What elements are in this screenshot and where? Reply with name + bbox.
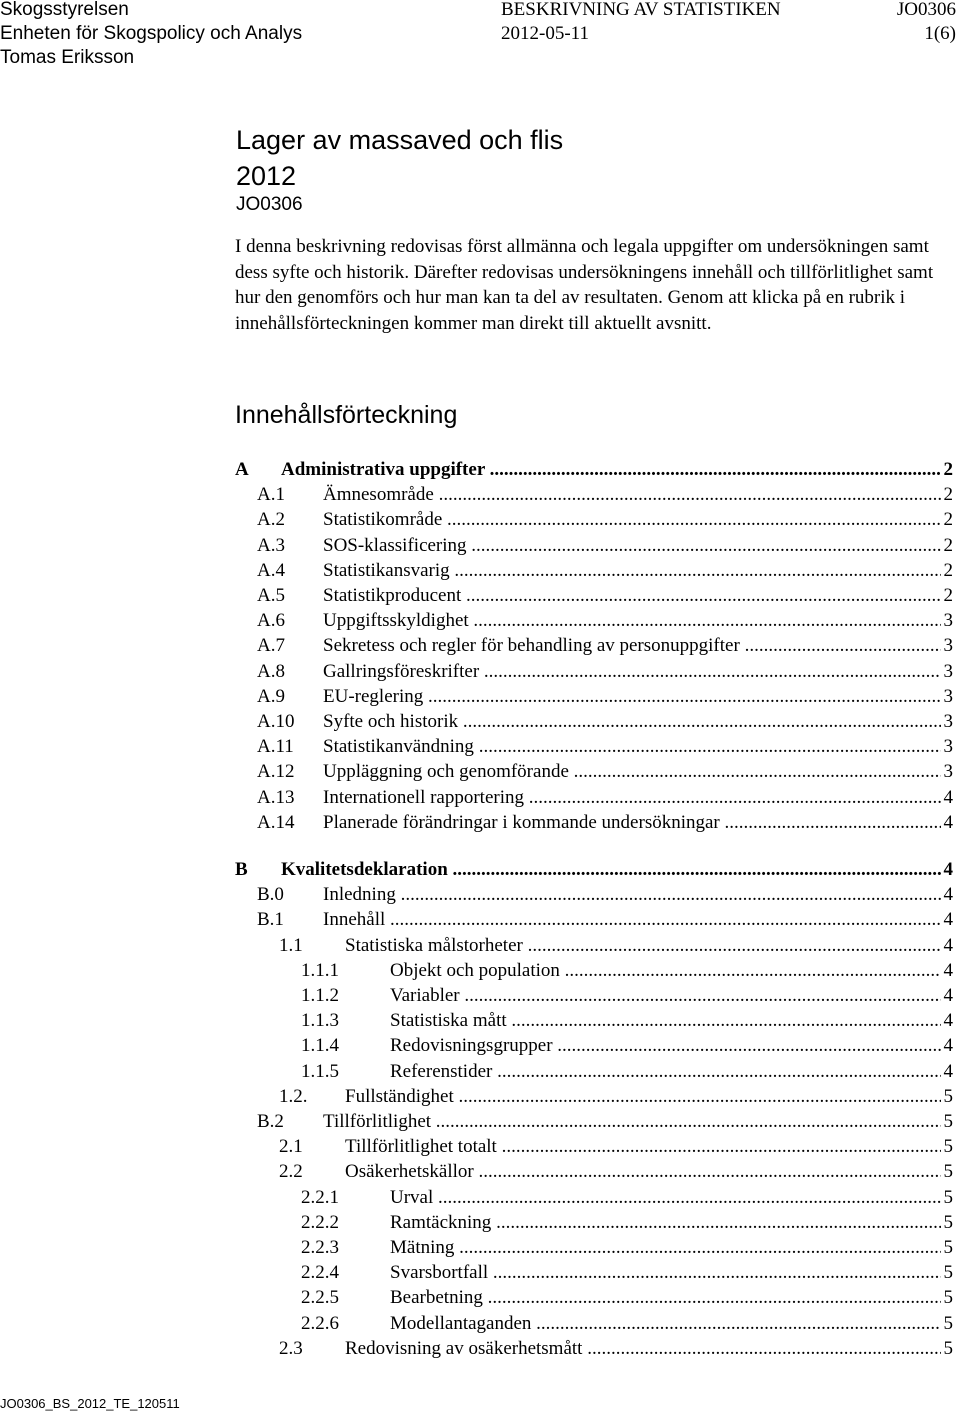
intro-paragraph: I denna beskrivning redovisas först allmänna och legala uppgifter om undersökningen samt dess syfte och historik. Därefter redovisas undersökningens innehåll och tillförlitlighet samt hur den genomförs och hur man kan ta del av resultaten. Genom att klicka på en rubrik i innehållsförteckningen kommer man direkt till aktuellt avsnitt. [235,236,934,335]
toc-entry-title: Variabler ..... [390,983,941,1008]
toc-entry[interactable] [235,533,953,558]
toc-entry[interactable] [235,709,953,734]
toc-entry-number: B.2 [257,1111,284,1132]
toc-entry-page: 2 [943,484,953,506]
header-doc-code: JO0306 [896,0,956,20]
toc-entry[interactable] [235,558,953,583]
toc-entry-title: Mätning ..... [390,1235,941,1260]
toc-entry-page: 2 [943,509,953,531]
toc-entry-title: Ämnesområde ..... [323,482,941,507]
toc-entry-number: A.6 [257,610,285,632]
toc-entry-page: 5 [943,1237,953,1258]
header-page: 1(6) [924,23,956,44]
toc-entry-page: 3 [943,610,953,632]
toc-entry-page: 4 [943,1035,953,1057]
toc-entry-number: 1.1.1 [301,959,339,981]
toc-entry-number: A.3 [257,534,285,556]
toc-entry-number: 2.3 [279,1337,303,1359]
toc-entry-title: Internationell rapportering ..... [323,785,941,810]
toc-entry-page: 3 [943,635,953,657]
toc-entry-number: A.13 [257,786,295,808]
toc-entry[interactable] [235,907,953,932]
toc-entry-page: 4 [943,786,953,808]
toc-entry[interactable] [235,1260,953,1285]
toc-entry-title: Modellantaganden ..... [390,1311,941,1336]
toc-entry-page: 4 [943,859,953,880]
toc-entry-title: Statistikområde ..... [323,507,941,532]
toc-entry[interactable] [235,759,953,784]
document-code: JO0306 [236,194,303,215]
toc-entry-title: Tillförlitlighet ..... [323,1109,941,1134]
toc-entry-number: A.11 [257,736,294,758]
toc-entry[interactable] [235,1210,953,1235]
title-line-2: 2012 [236,161,297,191]
toc-entry[interactable] [235,1059,953,1084]
header-middle [501,0,781,46]
toc-entry[interactable] [235,457,953,482]
toc-entry-page: 5 [943,1211,953,1233]
toc-entry-title: Sekretess och regler för behandling av personuppgifter ..... [323,633,941,658]
toc-entry-number: A.4 [257,559,285,581]
toc-entry-page: 5 [943,1136,953,1158]
toc-entry-page: 5 [943,1186,953,1208]
toc-entry-number: A.5 [257,585,285,606]
toc-entry[interactable] [235,1285,953,1310]
toc-entry-number: 2.2.2 [301,1211,339,1233]
toc-entry[interactable] [235,983,953,1008]
toc-entry[interactable] [235,1235,953,1260]
toc-entry-title: Objekt och population ..... [390,958,941,983]
document-title [236,122,563,194]
toc-entry-number: 2.2 [279,1161,303,1183]
header-unit: Enheten för Skogspolicy och Analys [0,23,303,44]
header-date: 2012-05-11 [501,23,589,44]
toc-entry-title: Ramtäckning ..... [390,1210,941,1235]
toc-heading: Innehållsförteckning [235,401,458,429]
toc-entry-page: 4 [943,1010,953,1032]
header-org: Skogsstyrelsen [0,0,129,20]
toc-entry-number: 1.1.4 [301,1035,339,1057]
toc-entry-number: 2.2.5 [301,1287,339,1309]
toc-entry-number: 1.2. [279,1085,308,1107]
toc-entry-number: B [235,859,248,880]
toc-entry[interactable] [235,1336,953,1361]
toc-entry-title: Svarsbortfall ..... [390,1260,941,1285]
toc-entry-page: 4 [943,884,953,906]
toc-entry-title: Redovisning av osäkerhetsmått ..... [345,1336,941,1361]
toc-entry-page: 4 [943,985,953,1006]
toc-entry-title: Kvalitetsdeklaration ..... [281,857,941,882]
toc-entry-title: Urval ..... [390,1185,941,1210]
toc-entry-number: 2.2.4 [301,1262,339,1284]
toc-entry-number: A.10 [257,711,295,732]
toc-entry-page: 3 [943,736,953,758]
toc-entry-number: 1.1.5 [301,1060,339,1082]
toc-entry-page: 2 [943,459,953,480]
toc-entry-number: A.7 [257,635,285,657]
toc-entry-page: 5 [943,1287,953,1309]
toc-entry-title: Syfte och historik ..... [323,709,941,734]
toc-entry[interactable] [235,1185,953,1210]
toc-entry-title: EU-reglering ..... [323,684,941,709]
toc-entry-page: 3 [943,685,953,707]
toc-entry-title: SOS-klassificering ..... [323,533,941,558]
toc-entry[interactable] [235,1084,953,1109]
toc-entry-number: 2.1 [279,1136,303,1158]
toc-entry-title: Uppgiftsskyldighet ..... [323,608,941,633]
toc-entry-title: Redovisningsgrupper ..... [390,1033,941,1058]
toc-entry-number: 2.2.6 [301,1312,339,1334]
toc-entry-title: Referenstider ..... [390,1059,941,1084]
toc-entry-title: Statistikproducent ..... [323,583,941,608]
toc-entry-number: A.12 [257,761,295,783]
toc-entry-number: A.1 [257,484,285,506]
toc-entry-page: 4 [943,959,953,981]
toc-entry-number: B.0 [257,884,284,906]
toc-entry-page: 4 [943,811,953,833]
toc-entry[interactable] [235,1033,953,1058]
toc-entry-title: Statistikansvarig ..... [323,558,941,583]
toc-entry-number: A.8 [257,660,285,682]
toc-entry-number: B.1 [257,909,284,931]
toc-entry-number: 2.2.1 [301,1186,339,1208]
toc-entry[interactable] [235,1134,953,1159]
toc-entry[interactable] [235,507,953,532]
toc-entry[interactable] [235,1008,953,1033]
toc-entry-number: A [235,459,249,480]
toc-entry-page: 2 [943,534,953,556]
toc-entry-title: Innehåll ..... [323,907,941,932]
toc-entry-title: Gallringsföreskrifter ..... [323,659,941,684]
toc-entry-number: A.9 [257,685,285,707]
toc-entry-page: 5 [943,1161,953,1183]
toc-entry[interactable] [235,857,953,882]
toc-entry[interactable] [235,882,953,907]
toc-entry-title: Bearbetning ..... [390,1285,941,1310]
toc-entry[interactable] [235,1109,953,1134]
toc-entry-page: 5 [943,1085,953,1107]
toc-entry-page: 4 [943,1060,953,1082]
toc-entry[interactable] [235,1159,953,1184]
toc-entry-title: Osäkerhetskällor ..... [345,1159,941,1184]
toc-entry[interactable] [235,482,953,507]
toc-entry-title: Fullständighet ..... [345,1084,941,1109]
toc-entry-page: 2 [943,559,953,581]
toc-entry-page: 5 [943,1337,953,1359]
toc-entry-page: 2 [943,585,953,606]
toc-entry[interactable] [235,583,953,608]
toc-entry[interactable] [235,810,953,835]
toc-entry-title: Statistikanvändning ..... [323,734,941,759]
toc-entry[interactable] [235,1311,953,1336]
toc-entry-title: Inledning ..... [323,882,941,907]
toc-entry[interactable] [235,608,953,633]
toc-entry-title: Administrativa uppgifter ..... [281,457,941,482]
toc-entry-title: Planerade förändringar i kommande undersökningar ..... [323,810,941,835]
toc-entry[interactable] [235,958,953,983]
toc-entry[interactable] [235,633,953,658]
toc-entry-number: 1.1 [279,934,303,956]
toc-entry-number: A.2 [257,509,285,531]
toc-entry[interactable] [235,785,953,810]
toc-entry-page: 5 [943,1111,953,1132]
toc-entry-number: 2.2.3 [301,1237,339,1258]
header-right [897,0,956,46]
toc-entry-page: 3 [943,711,953,732]
header-doc-type: BESKRIVNING AV STATISTIKEN [501,0,781,20]
title-line-1: Lager av massaved och flis [236,125,564,155]
toc-entry-page: 3 [943,660,953,682]
footer-code: JO0306_BS_2012_TE_120511 [0,1396,180,1411]
toc-entry[interactable] [235,734,953,759]
header-author: Tomas Eriksson [0,47,135,68]
toc-entry-page: 3 [943,761,953,783]
toc-entry-title: Tillförlitlighet totalt ..... [345,1134,941,1159]
toc-entry-page: 4 [943,934,953,956]
toc-entry[interactable] [235,933,953,958]
toc-entry-page: 4 [943,909,953,931]
toc-entry[interactable] [235,684,953,709]
toc-entry-title: Statistiska målstorheter ..... [345,933,941,958]
toc-entry-title: Statistiska mått ..... [390,1008,941,1033]
toc-entry-number: A.14 [257,811,295,833]
toc-entry-number: 1.1.2 [301,985,339,1006]
toc-entry-page: 5 [943,1312,953,1334]
toc-entry-page: 5 [943,1262,953,1284]
toc-entry-number: 1.1.3 [301,1010,339,1032]
toc-entry-title: Uppläggning och genomförande ..... [323,759,941,784]
header-left [0,0,302,70]
toc-entry[interactable] [235,659,953,684]
